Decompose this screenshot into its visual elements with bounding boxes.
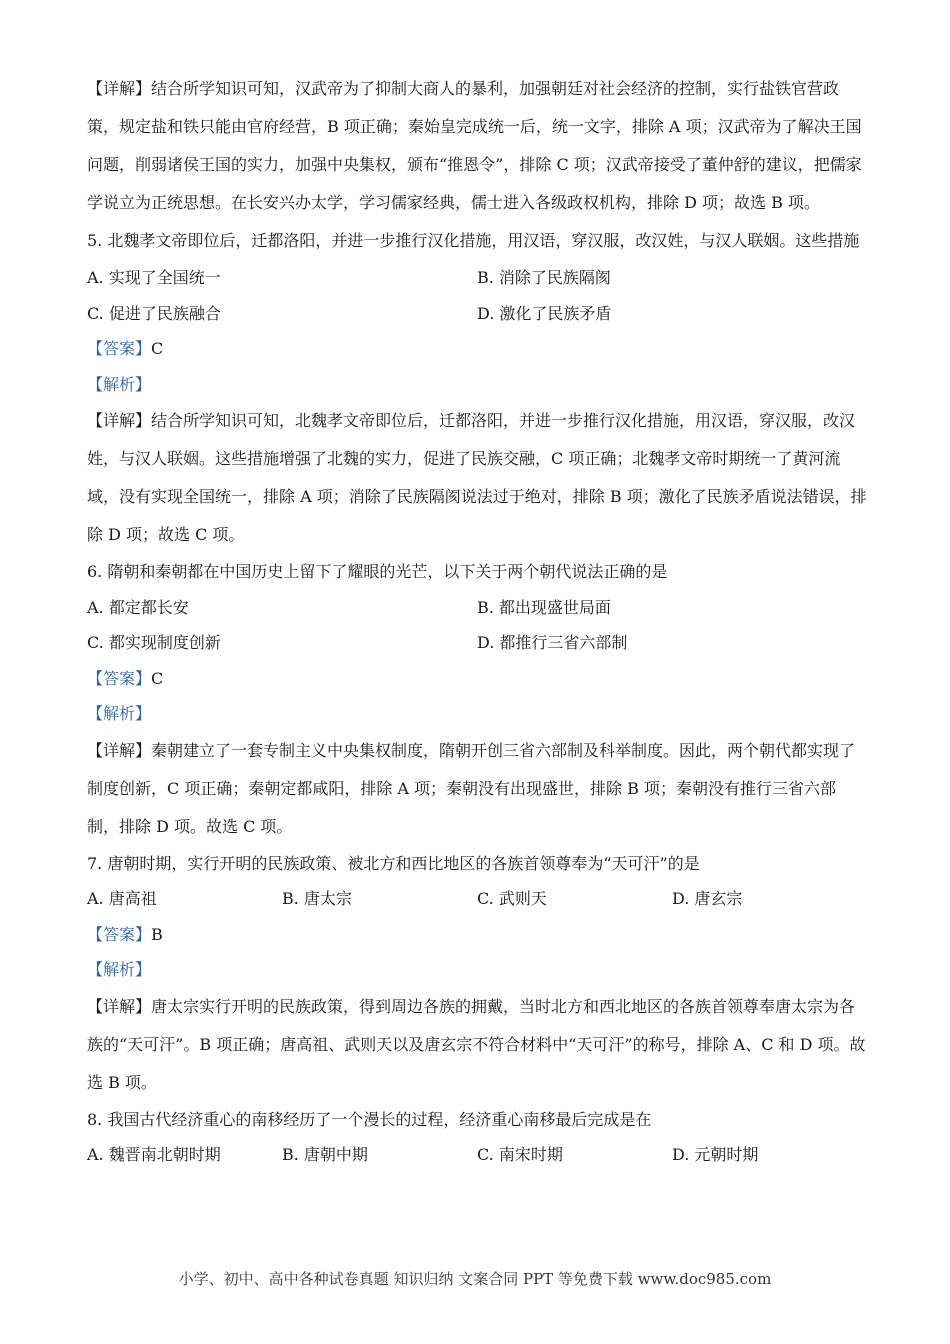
q5-option-b: B. 消除了民族隔阂 <box>477 268 611 287</box>
q7-option-b: B. 唐太宗 <box>282 889 352 908</box>
q6-options-row2 <box>87 625 867 661</box>
q4-detail <box>87 70 867 222</box>
q6-options-row1 <box>87 590 867 626</box>
q6-answer <box>87 661 867 697</box>
q5-options-row1 <box>87 260 867 296</box>
q5-answer-value: C <box>151 339 164 358</box>
q5-detail-text: 结合所学知识可知，北魏孝文帝即位后，迁都洛阳，并进一步推行汉化措施，用汉语，穿汉服，改汉姓，与汉人联姻。这些措施增强了北魏的实力，促进了民族交融，C 项正确；北魏孝文帝时期统一了黄河流域，没有实现全国统一，排除 A 项；消除了民族隔阂说法过于绝对，排除 B 项；激化了民族矛盾说法错误，排除 D 项；故选 C 项。 <box>87 411 867 544</box>
detail-tag: 【详解】 <box>87 79 152 98</box>
q4-detail-text: 结合所学知识可知，汉武帝为了抑制大商人的暴利，加强朝廷对社会经济的控制，实行盐铁官营政策，规定盐和铁只能由官府经营，B 项正确；秦始皇完成统一后，统一文字，排除 A 项；汉武帝为了解决王国问题，削弱诸侯王国的实力，加强中央集权，颁布“推恩令”，排除 C 项；汉武帝接受了董仲舒的建议，把儒家学说立为正统思想。在长安兴办太学，学习儒家经典，儒士进入各级政权机构，排除 D 项；故选 B 项。 <box>87 79 862 212</box>
q5-options-row2 <box>87 296 867 332</box>
q6-option-b: B. 都出现盛世局面 <box>477 597 611 617</box>
q7-option-c: C. 武则天 <box>477 889 547 908</box>
detail-tag: 【详解】 <box>87 996 152 1016</box>
answer-tag: 【答案】 <box>87 339 152 358</box>
q6-answer-value: C <box>151 668 164 688</box>
q5-answer <box>87 331 867 367</box>
q6-option-d: D. 都推行三省六部制 <box>477 633 628 652</box>
q8-option-b: B. 唐朝中期 <box>282 1145 368 1164</box>
q5-option-a: A. 实现了全国统一 <box>87 268 221 287</box>
q7-detail-text: 唐太宗实行开明的民族政策，得到周边各族的拥戴，当时北方和西北地区的各族首领尊奉唐太宗为各族的“天可汗”。B 项正确；唐高祖、武则天以及唐玄宗不符合材料中“天可汗”的称号，排除 A、C 和 D 项。故选 B 项。 <box>87 996 866 1092</box>
q5-option-c: C. 促进了民族融合 <box>87 303 221 323</box>
q6-stem: 6. 隋朝和秦朝都在中国历史上留下了耀眼的光芒，以下关于两个朝代说法正确的是 <box>87 562 668 581</box>
q8-options <box>87 1137 867 1173</box>
q5-detail <box>87 402 867 554</box>
q7-stem: 7. 唐朝时期，实行开明的民族政策、被北方和西比地区的各族首领尊奉为“天可汗”的是 <box>87 853 700 873</box>
q7-detail <box>87 988 867 1102</box>
q7-options <box>87 881 867 917</box>
q8-option-c: C. 南宋时期 <box>477 1145 563 1164</box>
q7-answer-value: B <box>151 924 163 944</box>
q8-option-d: D. 元朝时期 <box>672 1145 759 1164</box>
q7-option-a: A. 唐高祖 <box>87 889 157 908</box>
q5-analysis-tag: 【解析】 <box>87 374 152 394</box>
q5-stem: 5. 北魏孝文帝即位后，迁都洛阳，并进一步推行汉化措施，用汉语，穿汉服，改汉姓，与汉人联姻。这些措施 <box>87 231 860 250</box>
detail-tag: 【详解】 <box>87 740 152 760</box>
answer-tag: 【答案】 <box>87 924 152 944</box>
page-footer: 小学、初中、高中各种试卷真题 知识归纳 文案合同 PPT 等免费下载 www.doc985.com <box>178 1270 772 1288</box>
q6-analysis-tag: 【解析】 <box>87 704 152 723</box>
q7-option-d: D. 唐玄宗 <box>672 889 743 908</box>
q6-detail <box>87 732 867 846</box>
q6-option-c: C. 都实现制度创新 <box>87 633 221 652</box>
q8-stem: 8. 我国古代经济重心的南移经历了一个漫长的过程，经济重心南移最后完成是在 <box>87 1109 652 1129</box>
q7-analysis-tag: 【解析】 <box>87 960 152 979</box>
q7-answer <box>87 917 867 953</box>
answer-tag: 【答案】 <box>87 668 152 688</box>
detail-tag: 【详解】 <box>87 411 152 430</box>
q8-option-a: A. 魏晋南北朝时期 <box>87 1145 221 1164</box>
q6-detail-text: 秦朝建立了一套专制主义中央集权制度，隋朝开创三省六部制及科举制度。因此，两个朝代都实现了制度创新，C 项正确；秦朝定都咸阳，排除 A 项；秦朝没有出现盛世，排除 B 项；秦朝没有推行三省六部制，排除 D 项。故选 C 项。 <box>87 740 856 836</box>
q6-option-a: A. 都定都长安 <box>87 597 189 617</box>
q5-option-d: D. 激化了民族矛盾 <box>477 303 612 323</box>
page-content <box>87 70 867 1173</box>
